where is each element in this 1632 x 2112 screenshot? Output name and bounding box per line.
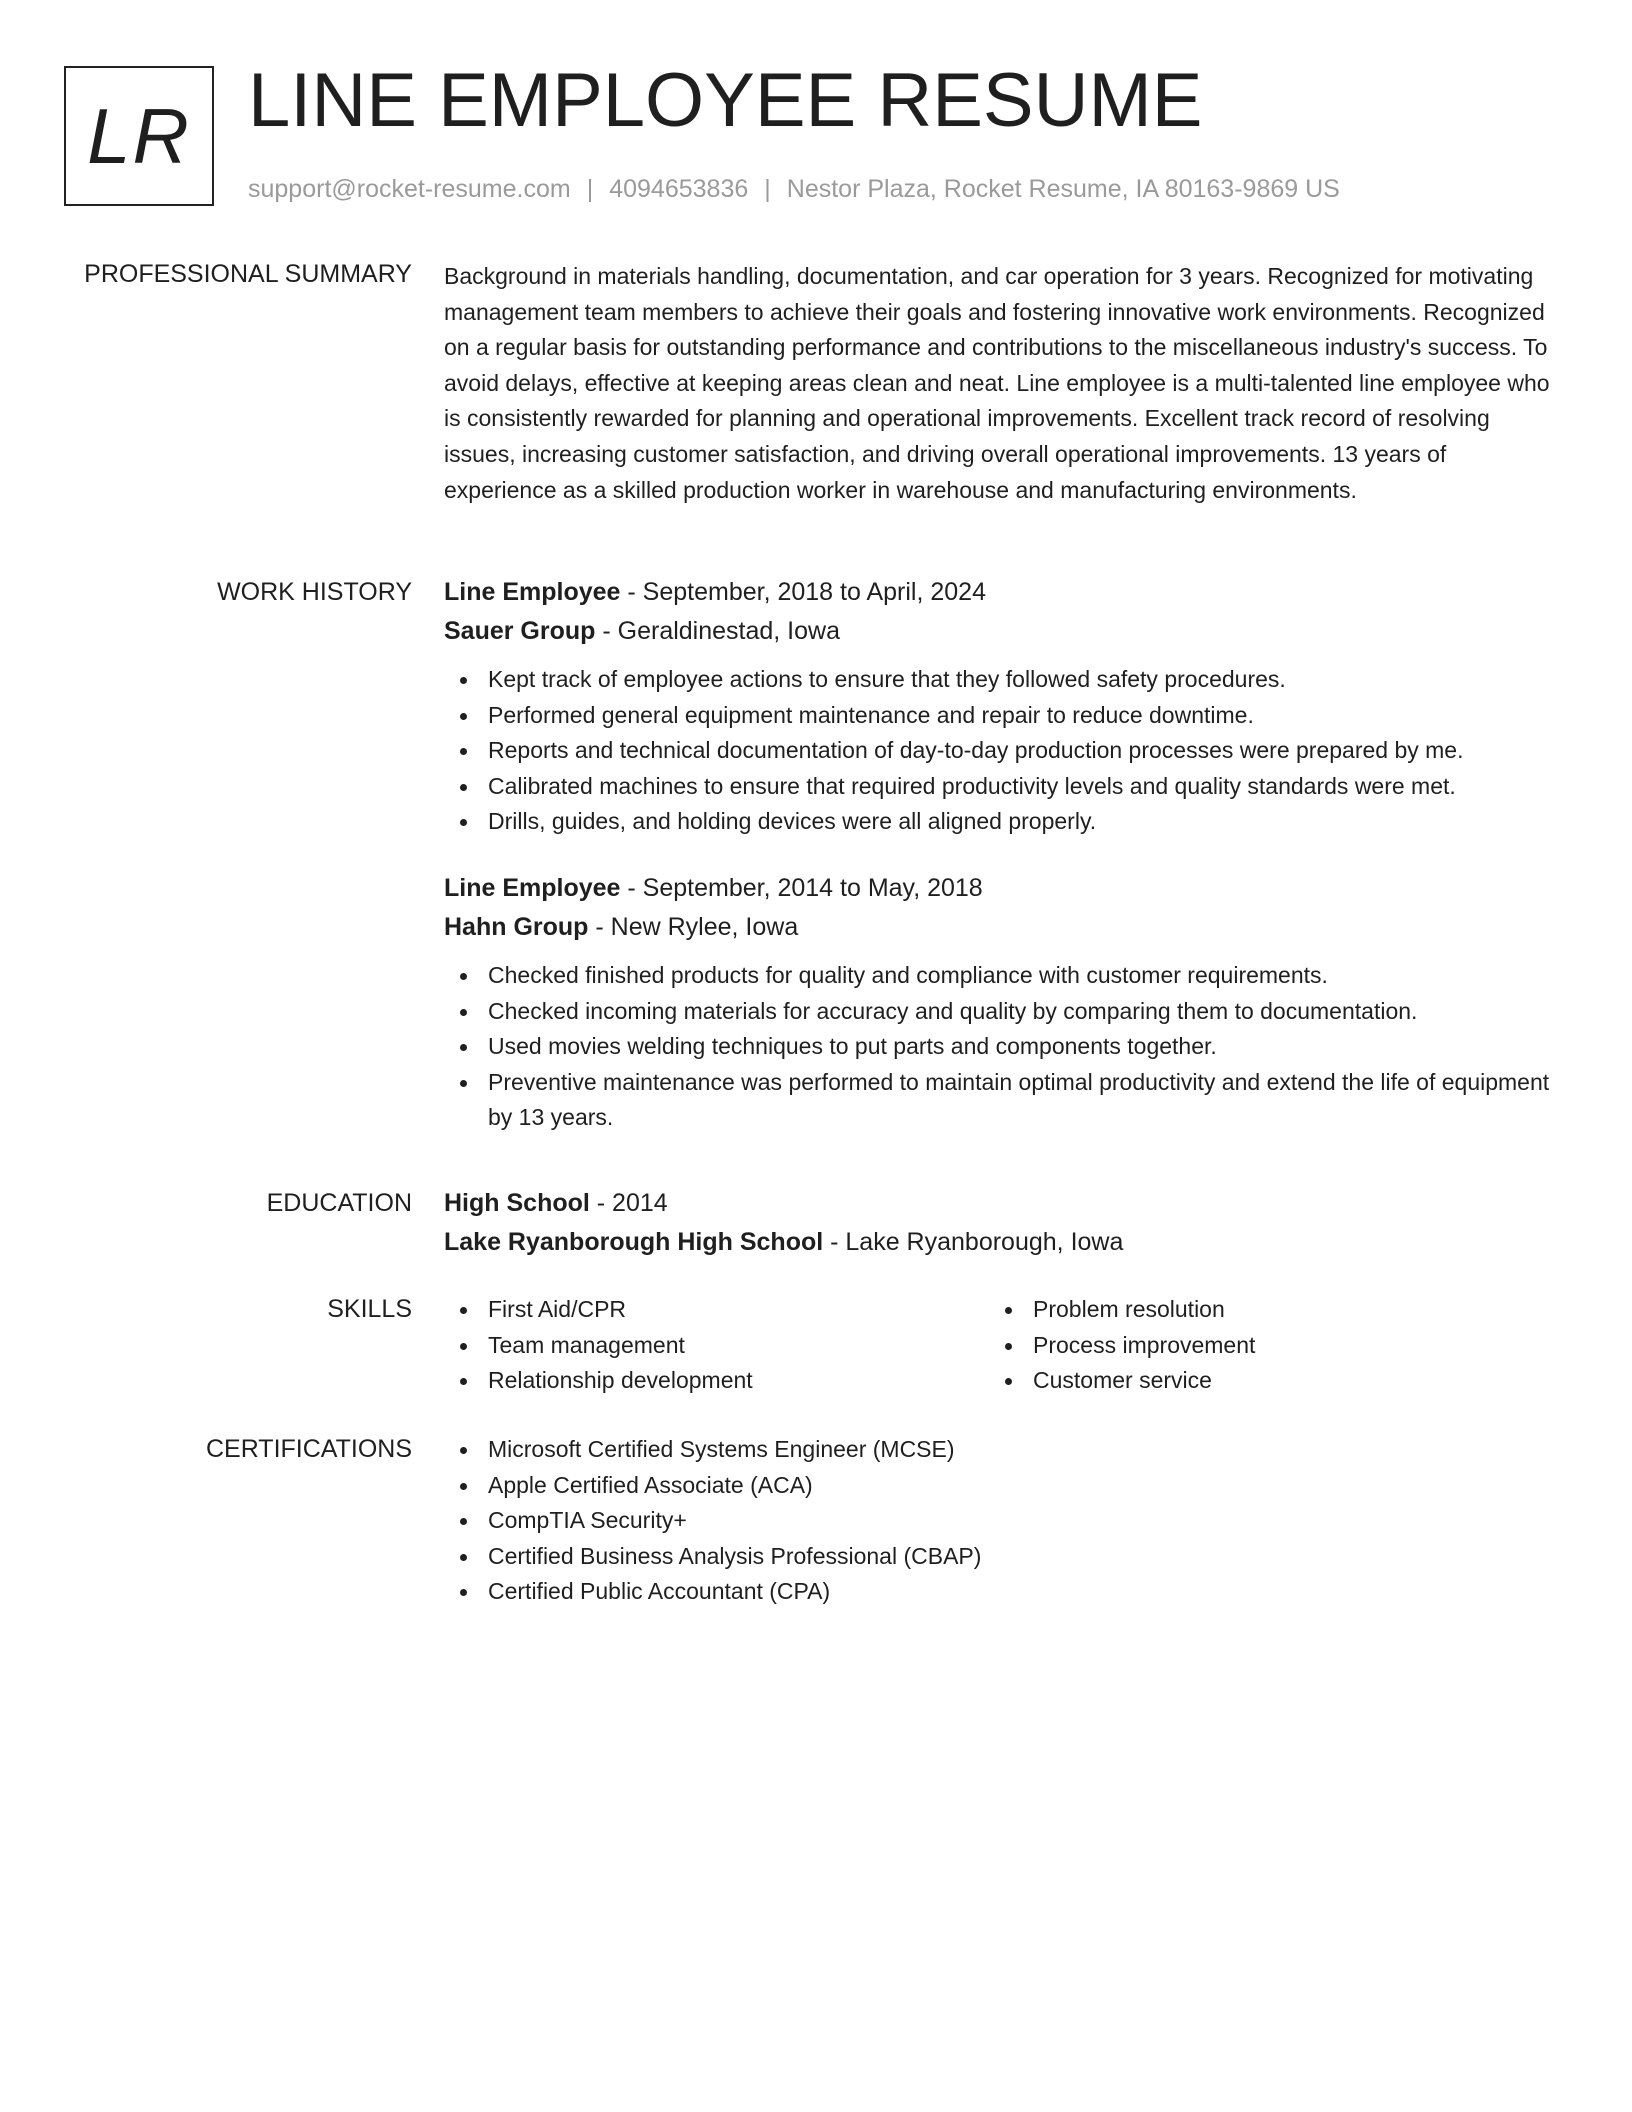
job-duties-list	[444, 958, 1554, 1136]
contact-separator: |	[764, 175, 771, 203]
job-location: - Geraldinestad, Iowa	[595, 617, 840, 645]
list-item: Certified Public Accountant (CPA)	[444, 1574, 1554, 1610]
section-heading-skills: SKILLS	[327, 1295, 412, 1323]
skills-list-right	[989, 1292, 1534, 1399]
skills-list-left	[444, 1292, 989, 1399]
job-duties-list	[444, 662, 1554, 840]
job-entry	[444, 869, 1554, 1136]
contact-phone: 4094653836	[609, 175, 749, 203]
skills-columns	[444, 1292, 1554, 1412]
monogram-logo: LR	[64, 66, 214, 206]
list-item: Performed general equipment maintenance and repair to reduce downtime.	[444, 698, 1554, 734]
education-degree: High School	[444, 1189, 590, 1217]
job-title: Line Employee	[444, 578, 621, 606]
certifications-list	[444, 1432, 1554, 1610]
job-company: Hahn Group	[444, 912, 589, 941]
education-degree-line	[444, 1184, 1554, 1223]
contact-address: Nestor Plaza, Rocket Resume, IA 80163-9869 US	[786, 175, 1340, 203]
list-item: Reports and technical documentation of day-to-day production processes were prepared by me.	[444, 733, 1554, 769]
list-item: Checked finished products for quality and compliance with customer requirements.	[444, 958, 1554, 994]
list-item: Kept track of employee actions to ensure that they followed safety procedures.	[444, 662, 1554, 698]
job-title-line	[444, 573, 1554, 612]
certifications-body	[444, 1432, 1554, 1610]
list-item: Used movies welding techniques to put parts and components together.	[444, 1029, 1554, 1065]
list-item: Preventive maintenance was performed to maintain optimal productivity and extend the life of equipment by 13 years.	[444, 1065, 1554, 1136]
job-dates: - September, 2018 to April, 2024	[620, 578, 986, 606]
education-body	[444, 1184, 1554, 1262]
job-entry	[444, 573, 1554, 840]
list-item: Apple Certified Associate (ACA)	[444, 1468, 1554, 1504]
list-item: Calibrated machines to ensure that required productivity levels and quality standards were met.	[444, 769, 1554, 805]
list-item: Problem resolution	[989, 1292, 1534, 1328]
list-item: Customer service	[989, 1363, 1534, 1399]
page-title: LINE EMPLOYEE RESUME	[248, 58, 1203, 143]
job-location: - New Rylee, Iowa	[588, 912, 799, 941]
list-item: Drills, guides, and holding devices were all aligned properly.	[444, 804, 1554, 840]
list-item: Relationship development	[444, 1363, 989, 1399]
education-school-line	[444, 1223, 1554, 1262]
job-company-line	[444, 612, 1554, 651]
section-heading-summary: PROFESSIONAL SUMMARY	[84, 260, 412, 288]
contact-info	[248, 172, 1340, 206]
education-location: - Lake Ryanborough, Iowa	[823, 1228, 1124, 1256]
education-school: Lake Ryanborough High School	[444, 1228, 824, 1256]
job-dates: - September, 2014 to May, 2018	[620, 873, 983, 902]
contact-separator: |	[586, 175, 594, 203]
section-heading-education: EDUCATION	[266, 1189, 412, 1217]
job-title: Line Employee	[444, 873, 621, 902]
summary-text: Background in materials handling, documentation, and car operation for 3 years. Recognized for motivating management team members to achieve their goals and fostering innovative work environments. Recognized on a regular basis for outstanding performance and contributions to the miscellaneous industry's success. To avoid delays, effective at keeping areas clean and neat. Line employee is a multi-talented line employee who is consistently rewarded for planning and operational improvements. Excellent track record of resolving issues, increasing customer satisfaction, and driving overall operational improvements. 13 years of experience as a skilled production worker in warehouse and manufacturing environments.	[444, 263, 1550, 503]
section-heading-work-history: WORK HISTORY	[217, 578, 412, 606]
education-year: - 2014	[589, 1189, 668, 1217]
list-item: Checked incoming materials for accuracy and quality by comparing them to documentation.	[444, 994, 1554, 1030]
list-item: CompTIA Security+	[444, 1503, 1554, 1539]
skills-body	[444, 1292, 1554, 1412]
section-heading-certifications: CERTIFICATIONS	[205, 1435, 412, 1463]
list-item: First Aid/CPR	[444, 1292, 989, 1328]
list-item: Process improvement	[989, 1328, 1534, 1364]
contact-email: support@rocket-resume.com	[248, 175, 571, 203]
job-company: Sauer Group	[444, 617, 596, 645]
list-item: Certified Business Analysis Professional (CBAP)	[444, 1539, 1554, 1575]
job-title-line	[444, 869, 1554, 908]
job-company-line	[444, 908, 1554, 947]
summary-body	[444, 259, 1554, 508]
work-history-body	[444, 573, 1554, 1136]
list-item: Microsoft Certified Systems Engineer (MCSE)	[444, 1432, 1554, 1468]
list-item: Team management	[444, 1328, 989, 1364]
